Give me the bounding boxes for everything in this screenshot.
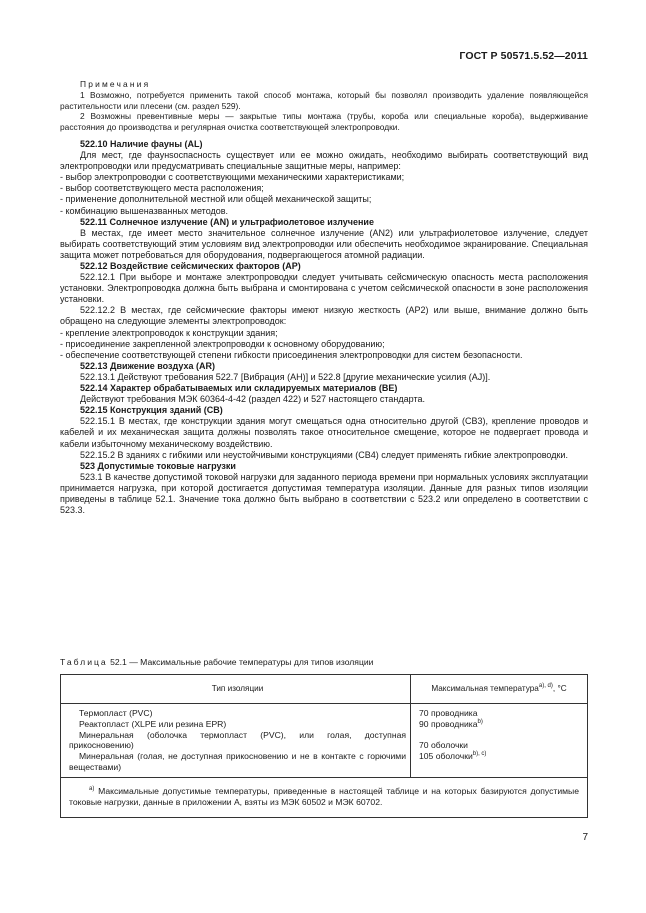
list-item: - комбинацию вышеназванных методов. xyxy=(60,205,229,216)
list-item: - выбор соответствующего места расположения; xyxy=(60,183,264,194)
temperature-text: 105 оболочки xyxy=(419,751,473,762)
section-522-11-text: В местах, где имеет место значительное солнечное излучение (AN2) или ультрафиолетовое излучение, следует выбирать соответствующий этим условиям вид электропроводки или обеспечить необходимое экранирование. Специальная защита может потребоваться для оборудования, подвергающегося атомной радиации. xyxy=(60,227,588,260)
insulation-type: Реактопласт (XLPE или резина EPR) xyxy=(79,718,227,729)
table-caption xyxy=(60,657,373,667)
section-522-13-text: 522.13.1 Действуют требования 522.7 [Вибрация (AH)] и 522.8 [другие механические усилия (AJ)]. xyxy=(80,371,491,382)
column-header-text: Максимальная температура xyxy=(431,683,539,693)
table-header-row xyxy=(61,675,588,704)
insulation-types-cell xyxy=(61,704,411,778)
temperature-value: 70 оболочки xyxy=(419,740,468,751)
temperature-text: 90 проводника xyxy=(419,718,478,729)
section-522-10-heading: 522.10 Наличие фауны (AL) xyxy=(80,138,203,149)
table-caption-text: 52.1 — Максимальные рабочие температуры для типов изоляции xyxy=(107,657,374,667)
list-item: - присоединение закрепленной электропроводки к основному оборудованию; xyxy=(60,338,385,349)
insulation-type: Минеральная (оболочка термопласт (PVC), или голая, доступная прикосновению) xyxy=(69,729,406,751)
section-522-10-text: Для мест, где фаунsocпасность существует или ее можно ожидать, необходимо выбирать соответствующий вид электропроводки или предусматривать специальные защитные меры, например: xyxy=(60,150,588,172)
document-body xyxy=(60,79,588,516)
table-row xyxy=(61,704,588,778)
note-1: 1 Возможно, потребуется применить такой способ монтажа, который бы позволял производить удаление появляющейся растительности или плесени (см. раздел 529). xyxy=(60,89,588,111)
column-header-max-temperature xyxy=(411,675,588,704)
temperature-value xyxy=(419,719,579,730)
table-footnote xyxy=(61,777,588,818)
note-2: 2 Возможны превентивные меры — закрытые типы монтажа (трубы, короба или специальные короба), выдерживание расстояния до производства и регулярная очистка соответствующей электропроводки. xyxy=(60,111,588,133)
section-522-11-heading: 522.11 Солнечное излучение (AN) и ультрафиолетовое излучение xyxy=(80,216,374,227)
standard-header: ГОСТ Р 50571.5.52—2011 xyxy=(459,50,588,62)
section-522-12-heading: 522.12 Воздействие сейсмических факторов (AP) xyxy=(80,261,301,272)
footnote-text: Максимальные допустимые температуры, приведенные в настоящей таблице и на которых базируются допустимые токовые нагрузки, данные в приложении А, взяты из МЭК 60502 и МЭК 60702. xyxy=(69,785,579,807)
temperatures-cell xyxy=(411,704,588,778)
footnote-ref: b), c) xyxy=(472,751,487,758)
temperature-value: 70 проводника xyxy=(419,708,478,718)
list-item: - крепление электропроводок к конструкции здания; xyxy=(60,327,278,338)
page-number: 7 xyxy=(582,832,588,843)
section-522-14-heading: 522.14 Характер обрабатываемых или складируемых материалов (BE) xyxy=(80,383,398,394)
footnote-mark: a) xyxy=(89,785,95,792)
table-caption-word: Таблица xyxy=(60,657,108,667)
list-item: - выбор электропроводки с соответствующими механическими характеристиками; xyxy=(60,172,405,183)
list-item: - применение дополнительной местной или общей механической защиты; xyxy=(60,194,372,205)
temperature-value xyxy=(419,751,579,762)
footnote-ref: b) xyxy=(477,718,483,725)
section-522-12-1-text: 522.12.1 При выборе и монтаже электропроводки следует учитывать сейсмическую опасность места расположения установки. Электропроводка должна быть выбрана и смонтирована с учетом сейсмической опасности в зоне расположения установки. xyxy=(60,272,588,305)
section-523-heading: 523 Допустимые токовые нагрузки xyxy=(80,460,236,471)
section-522-15-1-text: 522.15.1 В местах, где конструкции здания могут смещаться одна относительно другой (CB3), крепление проводов и кабелей и их механическая защита должны позволять такое относительное смещение, которое не подвергает провода и кабели избыточному механическому воздействию. xyxy=(60,416,588,449)
section-522-15-heading: 522.15 Конструкция зданий (CB) xyxy=(80,405,223,416)
footnote-ref: a), d) xyxy=(538,682,553,689)
section-522-14-text: Действуют требования МЭК 60364-4-42 (раздел 422) и 527 настоящего стандарта. xyxy=(80,394,425,405)
column-header-insulation-type: Тип изоляции xyxy=(61,675,411,704)
insulation-temperature-table xyxy=(60,674,588,818)
insulation-type: Минеральная (голая, не доступная прикосновению и не в контакте с горючими веществами) xyxy=(69,751,406,772)
section-522-13-heading: 522.13 Движение воздуха (AR) xyxy=(80,360,215,371)
notes-title: Примечания xyxy=(80,79,151,89)
table-footnote-row xyxy=(61,777,588,818)
section-522-15-2-text: 522.15.2 В зданиях с гибкими или неустойчивыми конструкциями (CB4) следует применять гибкие электропроводки. xyxy=(80,449,568,460)
section-523-1-text: 523.1 В качестве допустимой токовой нагрузки для заданного периода времени при нормальных условиях эксплуатации принимается нагрузка, при которой достигается допустимая температура изоляции. Данные для разных типов изоляции приведены в таблице 52.1. Значение тока должно быть выбрано в соответствии с 523.2 или определено в соответствии с 523.3. xyxy=(60,471,588,516)
insulation-type: Термопласт (PVC) xyxy=(79,708,153,718)
list-item: - обеспечение соответствующей степени гибкости присоединения электропроводки для систем безопасности. xyxy=(60,349,523,360)
column-header-unit: , °C xyxy=(552,683,567,693)
section-522-12-2-text: 522.12.2 В местах, где сейсмические факторы имеют низкую жесткость (AP2) или выше, внимание должно быть обращено на следующие элементы электропроводок: xyxy=(60,305,588,327)
